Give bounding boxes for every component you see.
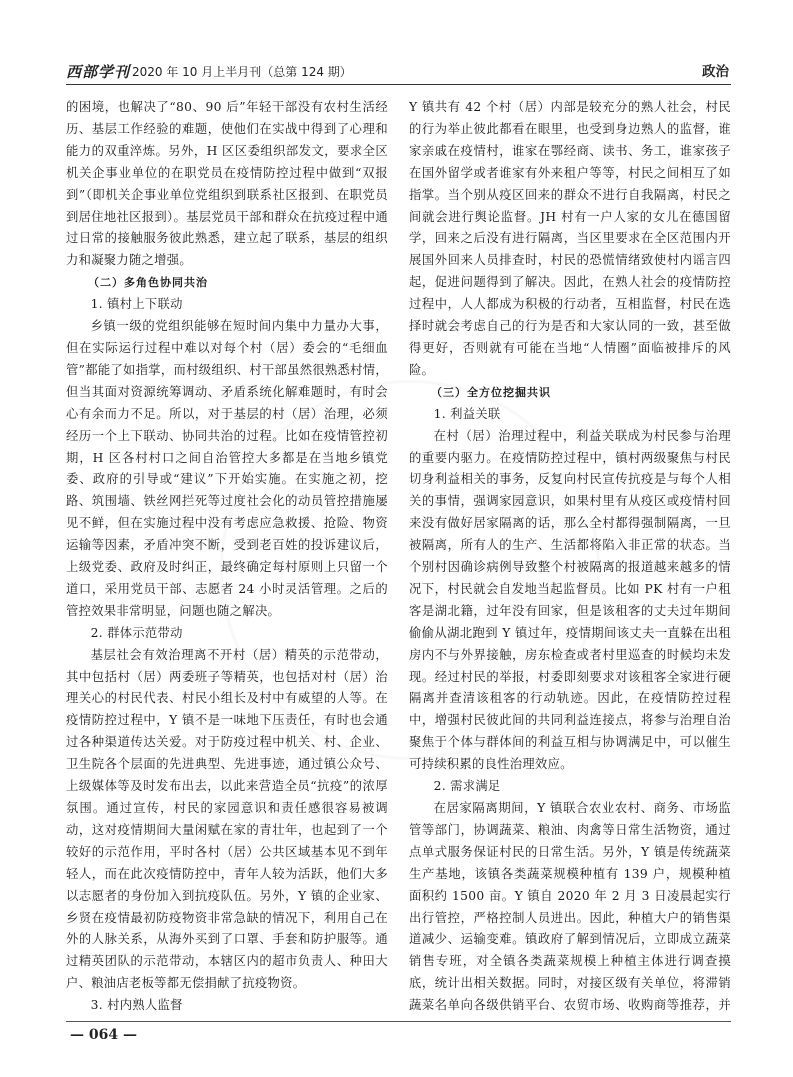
footer-divider [66,1021,731,1022]
section-label: 政治 [702,64,729,80]
subsection-heading: 2. 需求满足 [433,779,501,794]
journal-logo: 西部学刊 [66,63,131,81]
paragraph: 在村（居）治理过程中，利益关联成为村民参与治理的重要内驱力。在疫情防控过程中，镇村两级聚焦与村民切身利益相关的事务，反复向村民宣传抗疫是与每个人相关的事情，强调家园意识，如果村里有从疫区或疫情村回来没有做好居家隔离的话，那么全村都得强制隔离，一旦被隔离，所有人的生产、生活都将陷入非正常的状态。当个别村因确诊病例导致整个村被隔离的报道越来越多的情况下，村民就会自发地当起监督员。比如 PK 村有一户租客是湖北籍，过年没有回家，但是该租客的丈夫过年期间偷偷从湖北跑到 Y 镇过年，疫情期间该丈夫一直躲在出租房内不与外界接触，房东检查或者村里巡查的时候均未发现。经过村民的举报，村委即刻要求对该租客全家进行硬隔离并查清该租客的行动轨迹。因此，在疫情防控过程中，增强村民彼此间的共同利益连接点，将参与治理自治聚焦于个体与群体间的利益互相与协调满足中，可以催生可持续积累的良性治理效应。 [409,428,731,772]
section-heading: （三）全方位挖掘共识 [431,385,551,399]
issue-info: 2020 年 10 月上半月刊（总第 124 期） [132,65,352,79]
page-number: — 064 — [70,1027,137,1043]
subsection-heading: 1. 利益关联 [433,406,501,421]
section-heading: （二）多角色协同共治 [88,276,208,290]
paragraph: 在居家隔离期间，Y 镇联合农业农村、商务、市场监管等部门，协调蔬菜、粮油、肉禽等日常生活物资，通过点单式服务保证村民的日常生活。另外，Y 镇是传统蔬菜生产基地，该镇各类蔬菜规模种植有 139 户，规模种植面积约 1500 亩。Y 镇自 2020 年 2 月 3 日凌晨起实行出行管控，严格控制人员进出。因此，种植大户的销售渠道减少、运输变难。镇政府了解到情况后，立即成立蔬菜销售专班，对全镇各类蔬菜规模上种植主体进行调查摸底，统计出相关数据。同时，对接区级有关单位，将滞销蔬菜名单向各级供销平台、农贸市场、收购商等推荐，并 [409,801,731,1013]
header-divider [66,84,731,85]
right-column [409,97,731,1017]
subsection-heading: 2. 群体示范带动 [90,625,183,640]
subsection-heading: 3. 村内熟人监督 [90,998,183,1013]
paragraph: 的困境，也解决了“80、90 后”年轻干部没有农村生活经历、基层工作经验的难题，使他们在实战中得到了心理和能力的双重淬炼。另外，H 区区委组织部发文，要求全区机关企事业单位的在职党员在疫情防控过程中做到“双报到”（即机关企事业单位党组织到联系社区报到、在职党员到居住地社区报到）。基层党员干部和群众在抗疫过程中通过日常的接触服务彼此熟悉，建立起了联系，基层的组织力和凝聚力随之增强。 [66,100,388,268]
subsection-heading: 1. 镇村上下联动 [90,297,183,312]
page-header [66,60,731,82]
paragraph: 乡镇一级的党组织能够在短时间内集中力量办大事，但在实际运行过程中难以对每个村（居）委会的“毛细血管”都能了如指掌，而村级组织、村干部虽然很熟悉村情，但当其面对资源统筹调动、矛盾系统化解难题时，有时会心有余而力不足。所以，对于基层的村（居）治理，必须经历一个上下联动、协同共治的过程。比如在疫情管控初期，H 区各村村口之间自治管控大多都是在当地乡镇党委、政府的引导或“建议”下开始实施。在实施之初，挖路、筑围墙、铁丝网拦死等过度社会化的动员管控措施屡见不鲜，但在实施过程中没有考虑应急救援、抢险、物资运输等因素，矛盾冲突不断，受到老百姓的投诉建议后，上级党委、政府及时纠正，最终确定每村原则上只留一个道口，采用党员干部、志愿者 24 小时灵活管理。之后的管控效果非常明显，问题也随之解决。 [66,319,388,618]
left-column [66,97,388,1017]
paragraph: Y 镇共有 42 个村（居）内部是较充分的熟人社会，村民的行为举止彼此都看在眼里，也受到身边熟人的监督，谁家亲戚在疫情村，谁家在鄂经商、读书、务工，谁家孩子在国外留学或者谁家有外来租户等等，村民之间相互了如指掌。当个别从疫区回来的群众不进行自我隔离，村民之间就会进行舆论监督。JH 村有一户人家的女儿在德国留学，回来之后没有进行隔离，当区里要求在全区范围内开展国外回来人员排查时，村民的恐慌情绪致使村内谣言四起，促进问题得到了解决。因此，在熟人社会的疫情防控过程中，人人都成为积极的行动者，互相监督，村民在选择时就会考虑自己的行为是否和大家认同的一致，甚至做得更好，否则就有可能在当地“人情圈”面临被排斥的风险。 [409,100,731,377]
paragraph: 基层社会有效治理离不开村（居）精英的示范带动，其中包括村（居）两委班子等精英，也包括对村（居）治理关心的村民代表、村民小组长及村中有威望的人等。在疫情防控过程中，Y 镇不是一味地下压责任，有时也会通过各种渠道传达关爱。对于防疫过程中机关、村、企业、卫生院各个层面的先进典型、先进事迹，通过镇公众号、上级媒体等及时发布出去，以此来营造全员“抗疫”的浓厚氛围。通过宣传，村民的家园意识和责任感很容易被调动，这对疫情期间大量闲赋在家的青壮年，也起到了一个较好的示范作用，平时各村（居）公共区域基本见不到年轻人，而在此次疫情防控中，青年人较为活跃，他们大多以志愿者的身份加入到抗疫队伍。另外，Y 镇的企业家、乡贤在疫情最初防疫物资非常急缺的情况下，利用自己在外的人脉关系，从海外买到了口罩、手套和防护服等。通过精英团队的示范带动，本辖区内的超市负责人、种田大户、粮油店老板等都无偿捐献了抗疫物资。 [66,647,388,991]
